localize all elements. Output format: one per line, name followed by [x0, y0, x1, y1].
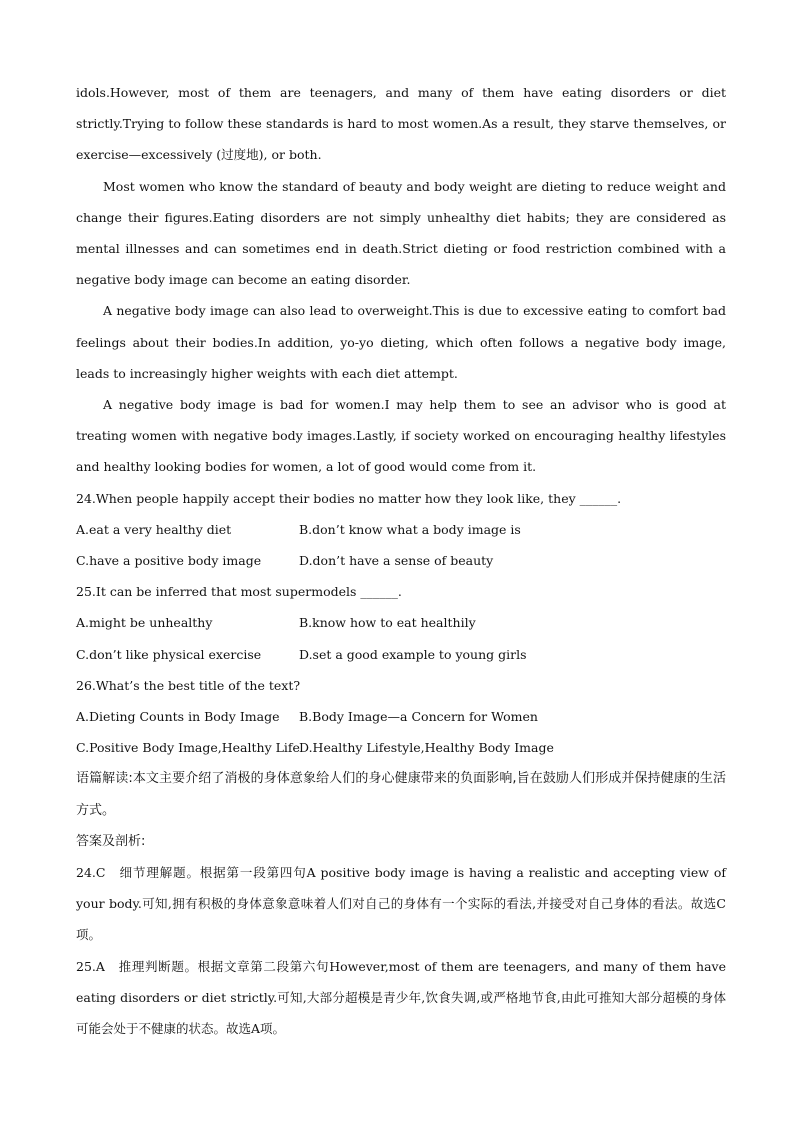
question-24-option-c: C.have a positive body image	[76, 553, 262, 569]
question-25-option-a: A.might be unhealthy	[76, 615, 213, 631]
passage-paragraph: A negative body image is bad for women.I may help them to see an advisor who is good at treating women with negative body images.Lastly, if society worked on encouraging healthy lifestyles and healthy looking bodies for women, a lot of good would come from it.	[76, 397, 726, 475]
question-24-stem: 24.When people happily accept their bodies no matter how they look like, they ______.	[76, 490, 622, 506]
question-24-option-a: A.eat a very healthy diet	[76, 521, 232, 537]
question-24-option-d: D.don’t have a sense of beauty	[299, 553, 494, 569]
question-25-stem: 25.It can be inferred that most supermodels ______.	[76, 584, 402, 600]
answers-heading: 答案及剖析:	[76, 833, 146, 849]
answer-25: 25.A 推理判断题。根据文章第二段第六句However,most of them are teenagers, and many of them have eating disorders or diet strictly.可知,大部分超模是青少年,饮食失调,或严格地节食,由此可推知大部分超模的身体可能会处于不健康的状态。故选A项。	[76, 958, 726, 1037]
question-25-option-b: B.know how to eat healthily	[299, 615, 476, 631]
question-25-option-c: C.don’t like physical exercise	[76, 646, 262, 662]
question-25-options-row-1	[76, 607, 726, 638]
passage-interpretation: 语篇解读:本文主要介绍了消极的身体意象给人们的身心健康带来的负面影响,旨在鼓励人们形成并保持健康的生活方式。	[76, 771, 726, 818]
question-26-option-a: A.Dieting Counts in Body Image	[76, 709, 280, 725]
question-26-options-row-1	[76, 701, 726, 732]
question-24-option-b: B.don’t know what a body image is	[299, 521, 521, 537]
question-24-options-row-1	[76, 514, 726, 545]
question-24-options-row-2	[76, 545, 726, 576]
question-26-stem: 26.What’s the best title of the text?	[76, 677, 301, 693]
page-content	[76, 77, 726, 1044]
passage-paragraph: idols.However, most of them are teenagers, and many of them have eating disorders or diet strictly.Trying to follow these standards is hard to most women.As a result, they starve themselves, or exercise—excessively (过度地), or both.	[76, 85, 726, 163]
question-25-options-row-2	[76, 639, 726, 670]
passage-paragraph: Most women who know the standard of beauty and body weight are dieting to reduce weight and change their figures.Eating disorders are not simply unhealthy diet habits; they are considered as mental illnesses and can sometimes end in death.Strict dieting or food restriction combined with a negative body image can become an eating disorder.	[76, 178, 726, 288]
question-26-option-d: D.Healthy Lifestyle,Healthy Body Image	[299, 740, 554, 756]
question-26-options-row-2	[76, 732, 726, 763]
question-26-option-c: C.Positive Body Image,Healthy Life	[76, 740, 300, 756]
answer-24: 24.C 细节理解题。根据第一段第四句A positive body image is having a realistic and accepting view of your body.可知,拥有积极的身体意象意味着人们对自己的身体有一个实际的看法,并接受对自己身体的看法。故选C项。	[76, 865, 726, 943]
question-25-option-d: D.set a good example to young girls	[299, 646, 527, 662]
question-26-option-b: B.Body Image—a Concern for Women	[299, 709, 538, 725]
passage-paragraph: A negative body image can also lead to overweight.This is due to excessive eating to comfort bad feelings about their bodies.In addition, yo-yo dieting, which often follows a negative body image, leads to increasingly higher weights with each diet attempt.	[76, 303, 726, 381]
